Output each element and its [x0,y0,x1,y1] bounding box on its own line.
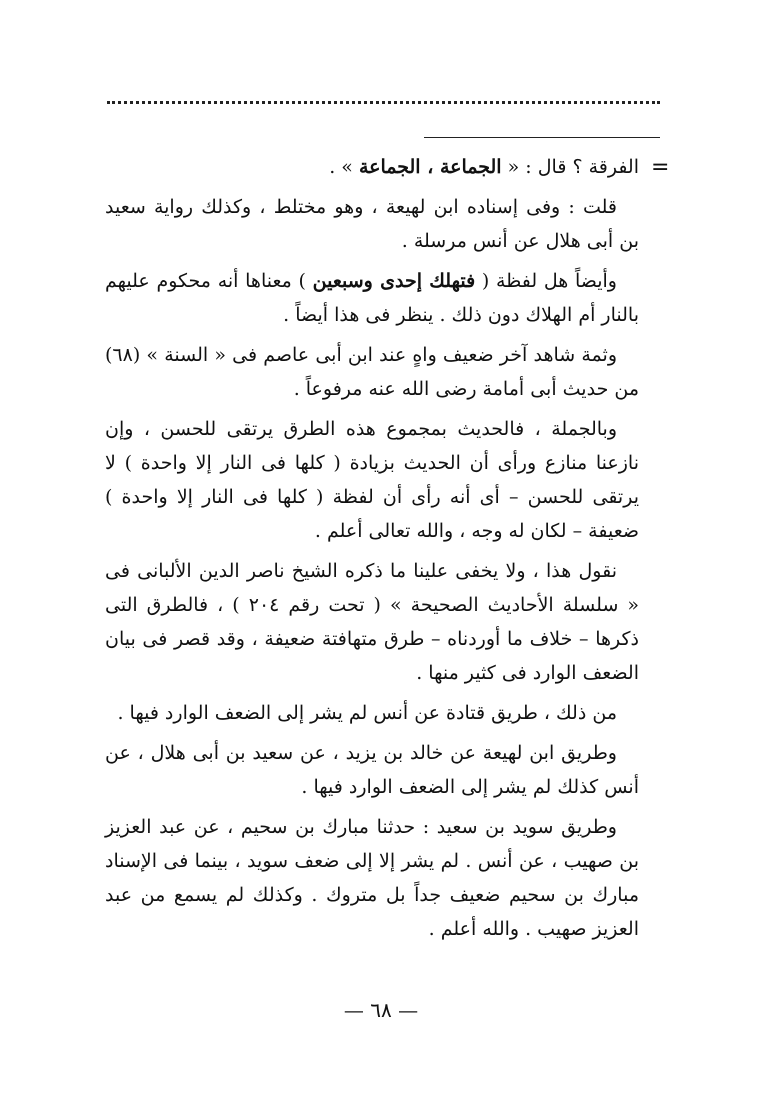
paragraph-2-text-a: وأيضاً هل لفظة ( [475,270,617,292]
continued-line [105,150,639,184]
paragraph-2-bold-phrase: فتهلك إحدى وسبعين [312,270,476,292]
text-block-upper [105,150,639,946]
quoted-hadith-phrase: الجماعة ، الجماعة [358,156,502,178]
paragraph-8: وطريق سويد بن سعيد : حدثنا مبارك بن سحيم ، عن عبد العزيز بن صهيب ، عن أنس . لم يشر إلا إلى ضعف سويد ، بينما فى الإسناد مبارك بن سحيم ضعيف جداً بل متروك . وكذلك لم يسمع من عبد العزيز صهيب . والله أعلم . [105,816,639,940]
paragraph-2 [105,264,639,332]
footnote-rule [424,137,660,138]
paragraph-5: نقول هذا ، ولا يخفى علينا ما ذكره الشيخ ناصر الدين الألبانى فى « سلسلة الأحاديث الصحيحة » ( تحت رقم ٢٠٤ ) ، فالطرق التى ذكرها – خلاف ما أوردناه – طرق متهافتة ضعيفة ، وقد قصر فى بيان الضعف الوارد فى كثير منها . [105,560,640,684]
paragraph-6: من ذلك ، طريق قتادة عن أنس لم يشر إلى الضعف الوارد فيها . [117,702,617,724]
paragraph-7: وطريق ابن لهيعة عن خالد بن يزيد ، عن سعيد بن أبى هلال ، عن أنس كذلك لم يشر إلى الضعف الوارد فيها . [105,742,639,798]
page-number: — ٦٨ — [343,998,419,1022]
paragraph-3: وثمة شاهد آخر ضعيف واهٍ عند ابن أبى عاصم فى « السنة » (٦٨) من حديث أبى أمامة رضى الله عنه مرفوعاً . [105,344,639,400]
continued-text-a: الفرقة ؟ قال : « [501,156,639,178]
paragraph-4: وبالجملة ، فالحديث بمجموع هذه الطرق يرتقى للحسن ، وإن نازعنا منازع ورأى أن الحديث بزيادة ( كلها فى النار إلا واحدة ) لا يرتقى للحسن – أى أنه رأى أن لفظة ( كلها فى النار إلا واحدة ) ضعيفة – لكان له وجه ، والله تعالى أعلم . [105,418,639,542]
paragraph-2-text-b: ) معناها أنه محكوم عليهم بالنار أم الهلاك دون ذلك . ينظر فى هذا أيضاً . [105,270,639,326]
dotted-separator [107,101,660,104]
continuation-mark: = [651,155,670,180]
paragraph-1: قلت : وفى إسناده ابن لهيعة ، وهو مختلط ، وكذلك رواية سعيد بن أبى هلال عن أنس مرسلة . [105,196,639,252]
continued-text-b: » . [329,156,359,178]
